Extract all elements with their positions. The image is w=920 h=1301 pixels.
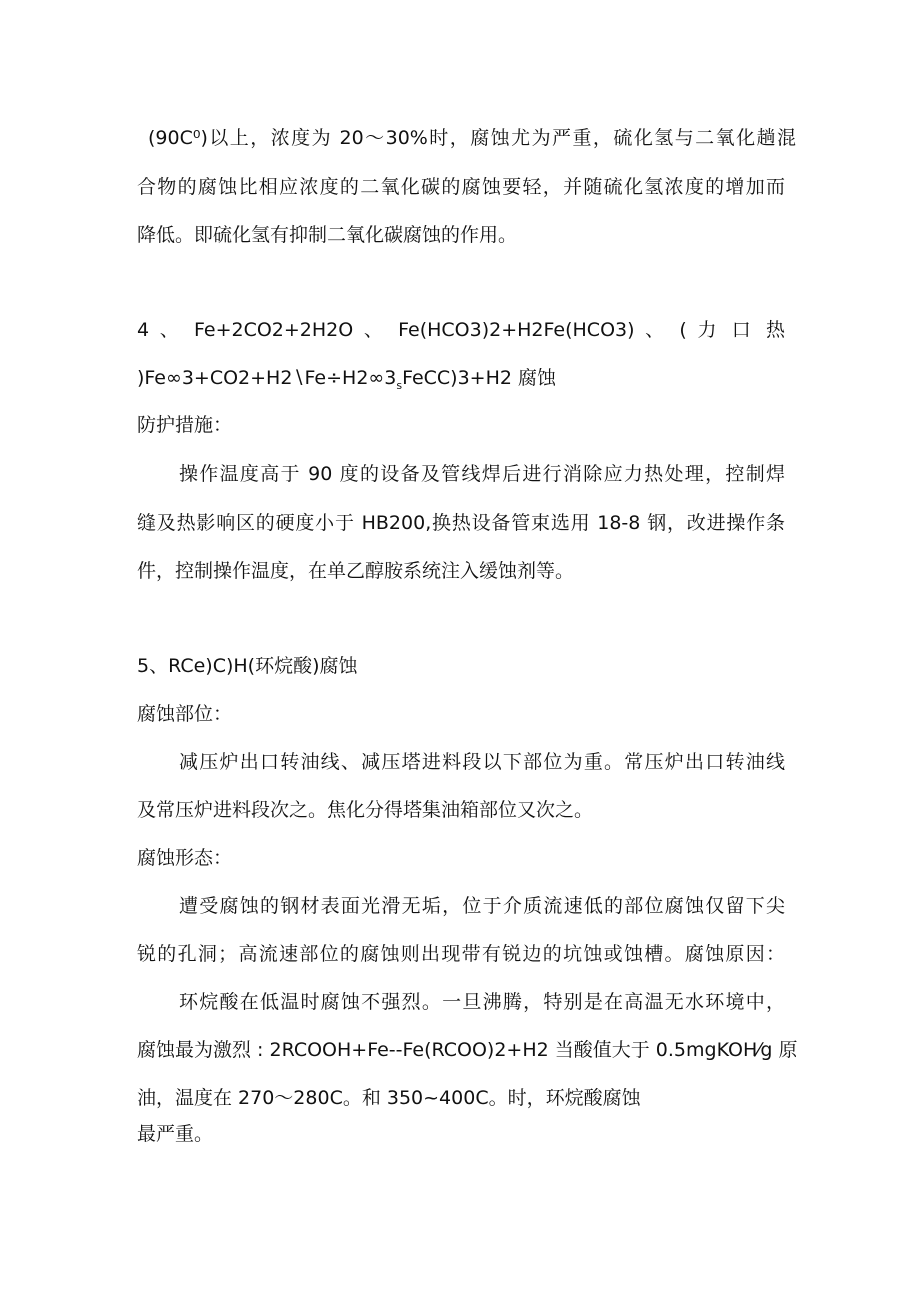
paragraph-7-line-1: 减压炉出口转油线、减压塔进料段以下部位为重。常压炉出口转油线 [179, 751, 785, 773]
formula-line-1: 4 、 Fe+2CO2+2H2O 、 Fe(HCO3)2+H2Fe(HCO3) 、 ( 力 口 热 [137, 319, 785, 341]
paragraph-10-line-4: 最严重。 [137, 1123, 214, 1145]
paragraph-4-line-1: 操作温度高于 90 度的设备及管线焊后进行消除应力热处理，控制焊 [179, 463, 785, 485]
section-5-title: 5、RCe)C)H(环烷酸)腐蚀 [137, 655, 358, 677]
paragraph-4-line-3: 件，控制操作温度，在单乙醇胺系统注入缓蚀剂等。 [137, 560, 575, 582]
paragraph-7-line-2: 及常压炉进料段次之。焦化分得塔集油箱部位又次之。 [137, 799, 594, 821]
paragraph-10-line-1: 环烷酸在低温时腐蚀不强烈。一旦沸腾，特别是在高温无水环境中， [179, 991, 785, 1013]
paragraph-4-line-2: 缝及热影响区的硬度小于 HB200,换热设备管束选用 18-8 钢，改进操作条 [137, 512, 785, 534]
heading-corrosion-location: 腐蚀部位： [137, 703, 233, 725]
formula-line-2-part-a: )Fe∞3+CO2+H2∖Fe÷H2∞3 [137, 367, 397, 389]
formula-subscript: s [396, 378, 403, 392]
heading-protection-measures: 防护措施： [137, 414, 233, 436]
paragraph-9-line-2: 锐的孔洞；高流速部位的腐蚀则出现带有锐边的坑蚀或蚀槽。腐蚀原因： [137, 943, 785, 965]
paragraph-1-line-2: 合物的腐蚀比相应浓度的二氧化碳的腐蚀要轻，并随硫化氢浓度的增加而 [137, 176, 785, 198]
formula-line-2-part-b: FeCC)3+H2 腐蚀 [402, 367, 557, 389]
paragraph-10-line-2: 腐蚀最为激烈 : 2RCOOH+Fe--Fe(RCOO)2+H2 当酸值大于 0.5mgKOH⁄g 原 [137, 1039, 798, 1061]
paragraph-9-line-1: 遭受腐蚀的钢材表面光滑无垢，位于介质流速低的部位腐蚀仅留下尖 [179, 895, 785, 917]
heading-corrosion-form: 腐蚀形态： [137, 847, 233, 869]
paragraph-10-line-3: 油，温度在 270～280C。和 350~400C。时，环烷酸腐蚀 [137, 1087, 641, 1109]
paragraph-1-line-3: 降低。即硫化氢有抑制二氧化碳腐蚀的作用。 [137, 224, 518, 246]
paragraph-1-line-1: (90C⁰)以上，浓度为 20～30%时，腐蚀尤为严重，硫化氢与二氧化趟混 [148, 127, 796, 149]
formula-line-2 [137, 366, 556, 398]
